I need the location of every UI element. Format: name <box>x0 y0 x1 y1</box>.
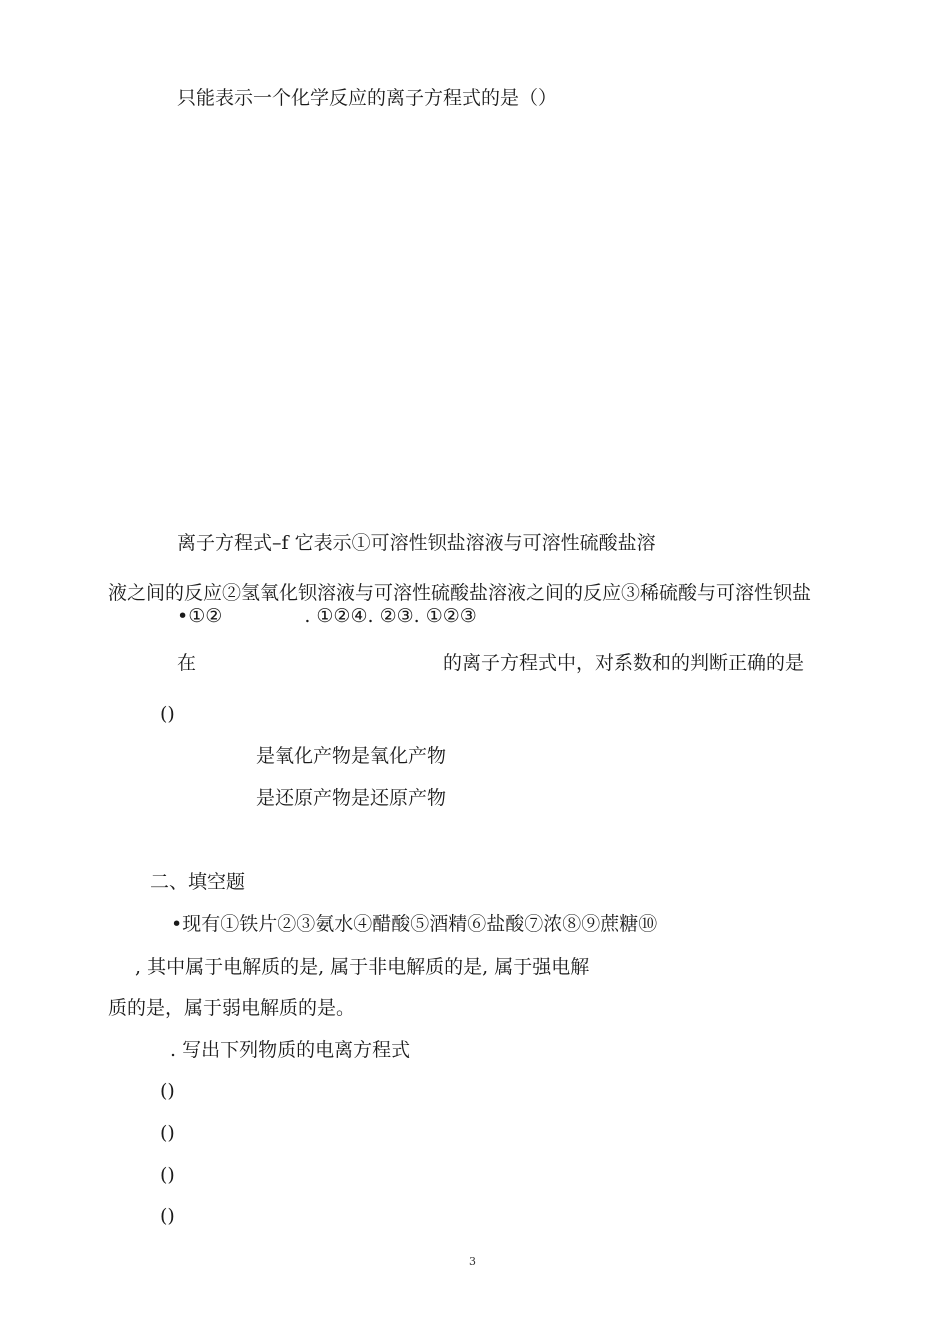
question-ionic-equation-intro: 离子方程式–f 它表示①可溶性钡盐溶液与可溶性硫酸盐溶 <box>177 532 656 554</box>
question-only-one-reaction: 只能表示一个化学反应的离子方程式的是（） <box>177 87 558 109</box>
fill-question-1-line-2: , 其中属于电解质的是, 属于非电解质的是, 属于强电解 <box>135 956 590 978</box>
fill-question-2-title: . 写出下列物质的电离方程式 <box>170 1039 411 1061</box>
fill-question-2-blank-2: () <box>160 1122 175 1144</box>
question-coefficient-suffix: 的离子方程式中，对系数和的判断正确的是 <box>443 652 805 674</box>
fill-question-1-line-1: •现有①铁片②③氨水④醋酸⑤酒精⑥盐酸⑦浓⑧⑨蔗糖⑩ <box>171 913 658 935</box>
question-coefficient-prefix: 在 <box>177 652 197 674</box>
fill-question-2-blank-4: () <box>160 1205 175 1227</box>
question-coefficient-option-2: 是还原产物是还原产物 <box>256 787 447 809</box>
question-coefficient-option-1: 是氧化产物是氧化产物 <box>256 745 447 767</box>
section-title-fill-in: 二、填空题 <box>150 871 246 893</box>
page-number: 3 <box>469 1255 476 1268</box>
question-ionic-equation-options: •①② . ①②④. ②③. ①②③ <box>177 605 477 627</box>
question-coefficient-paren: () <box>160 703 175 725</box>
fill-question-2-blank-1: () <box>160 1080 175 1102</box>
fill-question-2-blank-3: () <box>160 1164 175 1186</box>
fill-question-1-line-3: 质的是，属于弱电解质的是。 <box>108 997 356 1019</box>
question-ionic-equation-continued: 液之间的反应②氢氧化钡溶液与可溶性硫酸盐溶液之间的反应③稀硫酸与可溶性钡盐 <box>108 582 812 604</box>
